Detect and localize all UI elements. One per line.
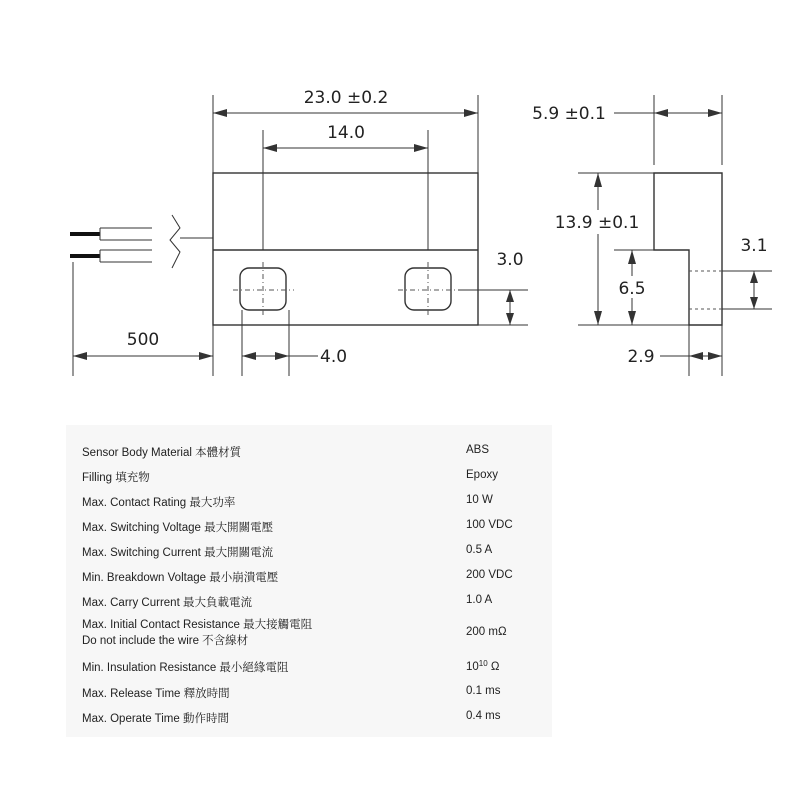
spec-label: Max. Switching Current 最大開關電流 — [82, 547, 274, 559]
dim-hole-offset: 3.0 — [496, 250, 524, 270]
spec-label-line1: Max. Initial Contact Resistance 最大接觸電阻 — [82, 619, 313, 631]
spec-value: 0.5 A — [466, 544, 493, 556]
spec-value — [466, 659, 500, 673]
side-profile-outline — [654, 173, 722, 325]
spec-label: Max. Switching Voltage 最大開關電壓 — [82, 522, 274, 534]
spec-value: Epoxy — [466, 469, 498, 481]
dim-slot-height: 3.1 — [740, 236, 768, 256]
spec-label: Max. Release Time 釋放時間 — [82, 688, 230, 700]
spec-value: 0.1 ms — [466, 685, 501, 697]
spec-label: Min. Breakdown Voltage 最小崩潰電壓 — [82, 572, 279, 584]
dim-step-height: 6.5 — [618, 279, 646, 299]
spec-value-unit: Ω — [490, 661, 500, 673]
sensor-body-outline — [213, 173, 478, 325]
dim-hole-pitch: 14.0 — [327, 123, 365, 143]
dim-wire-length: 500 — [126, 330, 160, 350]
spec-value-exponent: 10 — [478, 659, 488, 668]
dim-body-length: 23.0 ±0.2 — [303, 88, 389, 108]
spec-label: Filling 填充物 — [82, 472, 150, 484]
spec-label: Max. Operate Time 動作時間 — [82, 713, 229, 725]
spec-value: 200 VDC — [466, 569, 513, 581]
spec-label: Min. Insulation Resistance 最小絕緣電阻 — [82, 662, 289, 674]
spec-label: Max. Carry Current 最大負載電流 — [82, 597, 252, 609]
spec-value: 200 mΩ — [466, 626, 507, 638]
spec-label: Sensor Body Material 本體材質 — [82, 447, 242, 459]
dim-hole-width: 4.0 — [320, 347, 348, 367]
spec-value: 100 VDC — [466, 519, 513, 531]
dim-step-width: 2.9 — [627, 347, 655, 367]
spec-label — [82, 617, 312, 649]
spec-label: Max. Contact Rating 最大功率 — [82, 497, 236, 509]
spec-value: 1.0 A — [466, 594, 493, 606]
spec-table — [66, 425, 552, 737]
spec-value: 0.4 ms — [466, 710, 501, 722]
front-view — [70, 88, 528, 376]
spec-value: ABS — [466, 444, 490, 456]
spec-value: 10 W — [466, 494, 493, 506]
spec-label-line2: Do not include the wire 不含線材 — [82, 635, 249, 647]
side-view — [532, 95, 772, 376]
dim-body-width: 5.9 ±0.1 — [532, 104, 606, 124]
spec-value-base: 10 — [466, 661, 479, 673]
dim-body-height: 13.9 ±0.1 — [554, 213, 640, 233]
